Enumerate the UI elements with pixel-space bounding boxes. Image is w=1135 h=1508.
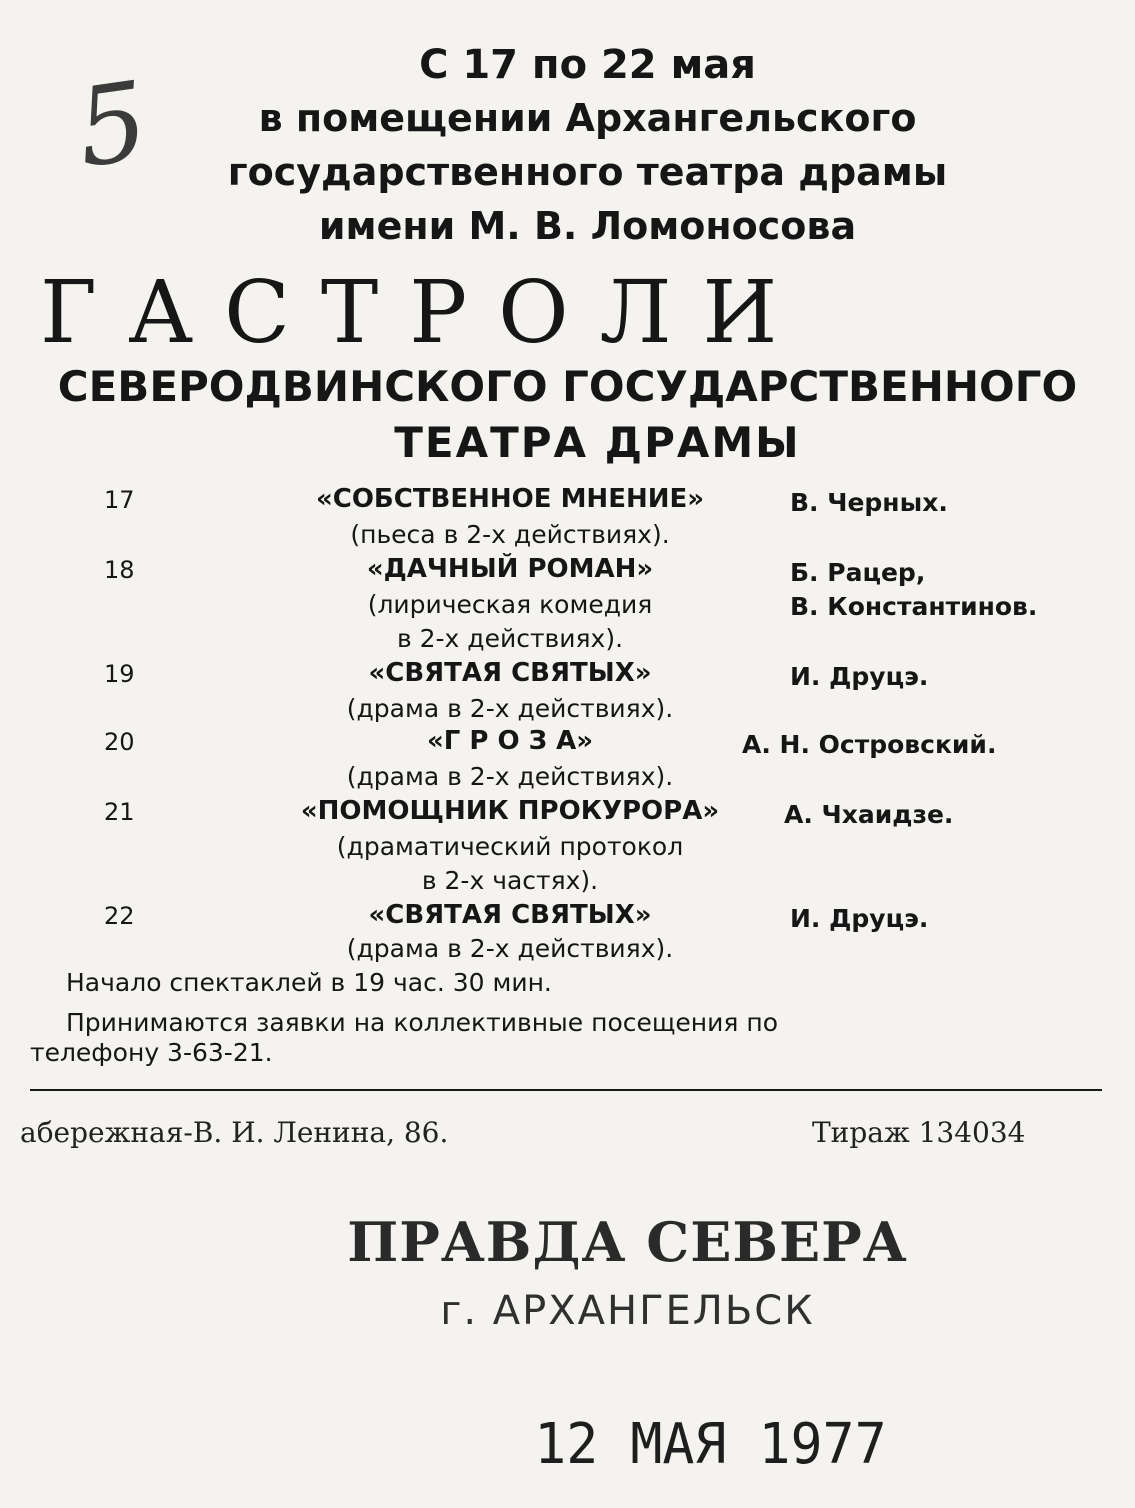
schedule-day: 18 [104,556,135,584]
date-stamp: 12 МАЯ 1977 [534,1412,887,1477]
play-title: «СОБСТВЕННОЕ МНЕНИЕ» [315,484,705,514]
headline-gastroli: ГАСТРОЛИ [40,263,809,363]
play-description: в 2-х действиях). [396,624,624,653]
dates-line: С 17 по 22 мая [419,42,756,88]
play-description: в 2-х частях). [421,866,599,895]
publisher-address: абережная-В. И. Ленина, 86. [20,1116,449,1149]
divider-rule [30,1089,1102,1091]
city-stamp: г. АРХАНГЕЛЬСК [440,1288,815,1334]
play-title: «Г Р О З А» [426,726,594,756]
play-description: (пьеса в 2-х действиях). [350,520,670,549]
play-author: Б. Рацер, [790,558,926,587]
play-description: (драма в 2-х действиях). [346,694,674,723]
theatre-name-line-2: ТЕАТРА ДРАМЫ [394,418,801,467]
schedule-day: 21 [104,798,135,826]
play-author: В. Константинов. [790,592,1038,621]
schedule-day: 17 [104,486,135,514]
handwritten-mark: 5 [69,58,156,193]
play-title: «СВЯТАЯ СВЯТЫХ» [368,900,652,930]
play-author: А. Чхаидзе. [784,800,954,829]
play-author: И. Друцэ. [790,662,929,691]
play-author: В. Черных. [790,488,948,517]
play-description: (драма в 2-х действиях). [346,762,674,791]
play-title: «СВЯТАЯ СВЯТЫХ» [368,658,652,688]
schedule-day: 22 [104,902,135,930]
print-run: Тираж 134034 [812,1116,1026,1149]
theatre-name-line-1: СЕВЕРОДВИНСКОГО ГОСУДАРСТВЕННОГО [57,362,1078,411]
requests-note-line-1: Принимаются заявки на коллективные посещения по [66,1008,779,1037]
venue-line-3: имени М. В. Ломоносова [318,204,857,248]
schedule-day: 19 [104,660,135,688]
play-title: «ДАЧНЫЙ РОМАН» [366,554,654,584]
play-title: «ПОМОЩНИК ПРОКУРОРА» [300,796,720,826]
start-time-note: Начало спектаклей в 19 час. 30 мин. [66,968,552,997]
play-author: А. Н. Островский. [742,730,997,759]
venue-line-1: в помещении Архангельского [258,96,917,140]
newspaper-stamp: ПРАВДА СЕВЕРА [347,1210,908,1274]
play-description: (драма в 2-х действиях). [346,934,674,963]
play-author: И. Друцэ. [790,904,929,933]
venue-line-2: государственного театра драмы [227,150,948,194]
schedule-day: 20 [104,728,135,756]
play-description: (лирическая комедия [367,590,653,619]
play-description: (драматический протокол [336,832,684,861]
requests-note-line-2: телефону 3-63-21. [30,1038,273,1067]
